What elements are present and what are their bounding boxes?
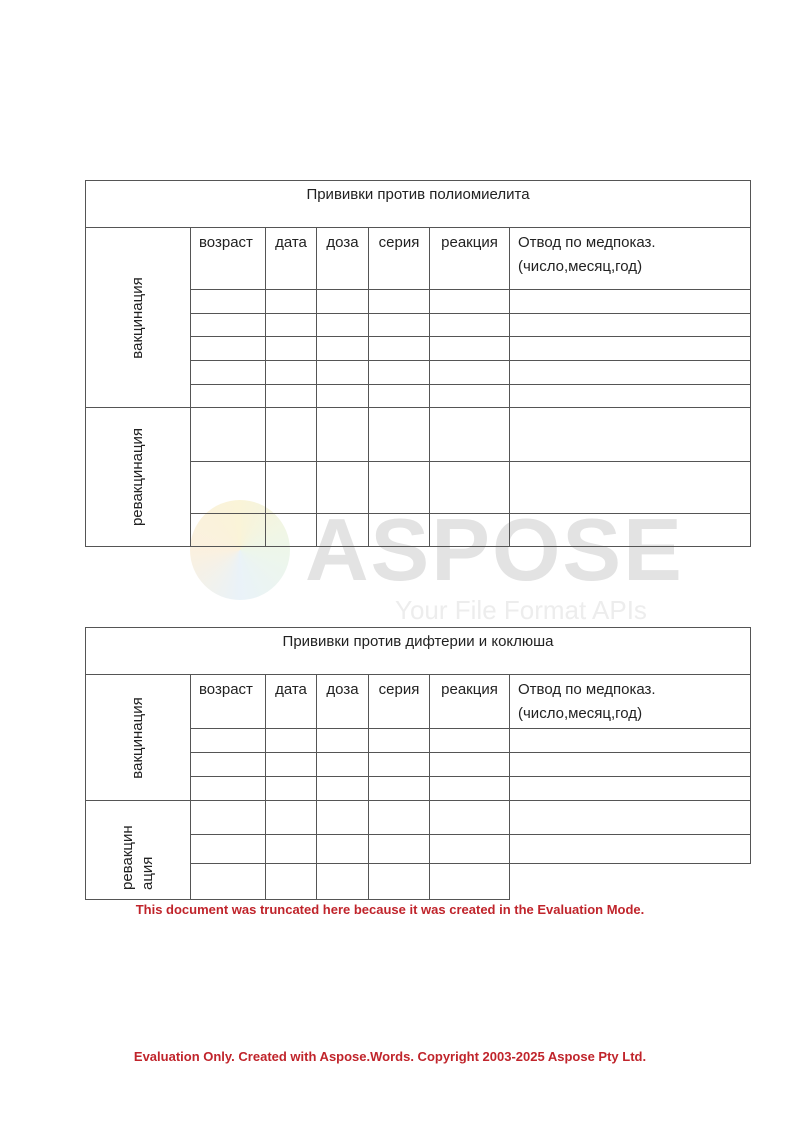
vaccination-label: вакцинация [129, 696, 146, 779]
column-header-exemption: Отвод по медпоказ.(число,месяц,год) [510, 228, 751, 290]
column-header-series: серия [369, 675, 430, 729]
column-header-date: дата [266, 675, 317, 729]
diphtheria-pertussis-table [85, 627, 751, 900]
polio-vaccination-table [85, 180, 751, 547]
column-header-age: возраст [191, 228, 266, 290]
column-header-date: дата [266, 228, 317, 290]
vaccination-label-cell [86, 675, 191, 801]
evaluation-footer: Evaluation Only. Created with Aspose.Words. Copyright 2003-2025 Aspose Pty Ltd. [133, 1049, 647, 1064]
revaccination-label-cell [86, 408, 191, 547]
watermark-word: ASPOSE [305, 500, 684, 599]
table-title: Прививки против дифтерии и коклюша [86, 628, 751, 675]
vaccination-label-cell [86, 228, 191, 408]
column-header-dose: доза [317, 675, 369, 729]
watermark-tagline: Your File Format APIs [395, 595, 647, 625]
vaccination-label: вакцинация [129, 276, 146, 359]
revaccination-label: ревакцинация [129, 427, 146, 527]
column-header-exemption: Отвод по медпоказ.(число,месяц,год) [510, 675, 751, 729]
column-header-reaction: реакция [430, 228, 510, 290]
column-header-dose: доза [317, 228, 369, 290]
column-header-age: возраст [191, 675, 266, 729]
revaccination-label: ревакцин ация [119, 825, 156, 890]
table-title: Прививки против полиомиелита [86, 181, 751, 228]
column-header-reaction: реакция [430, 675, 510, 729]
revaccination-label-cell [86, 801, 191, 900]
column-header-series: серия [369, 228, 430, 290]
truncation-notice: This document was truncated here because it was created in the Evaluation Mode. [135, 902, 645, 917]
